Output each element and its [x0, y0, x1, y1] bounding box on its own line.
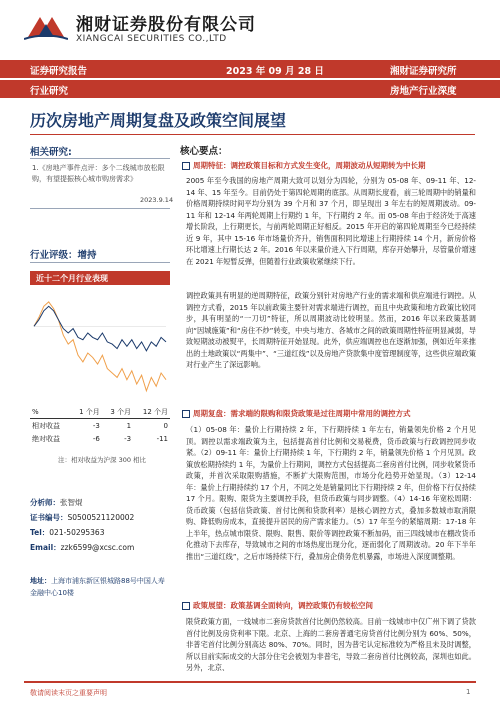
paragraph-policy-characteristics: 调控政策具有明显的逆周期特征，政策分别针对房地产行业的需求端和供应端进行调控。从调控方式看，2015 年以前政策主要针对需求端进行调控，而且中央政策和地方政策比较同步，具有明显的“一刀切”特征，所以周期波动比较明显。然而，2016 年以来政策基调向“因城施策”和“房住不炒”转变，中央与地方、各城市之间的政策周期性特征明显减弱，导致短期波动被熨平，长周期特征开始显现。此外，供应端调控也在逐渐加强，例如近年来推出的土地政策以“两集中”、“三道红线”以及房地产贷款集中度管理制度等，这些供应端政策对行业产生了深远影响。: [186, 291, 476, 369]
table-cell: 1: [126, 421, 132, 430]
analyst-line: [30, 497, 83, 508]
company-name-cn: 湘财证券股份有限公司: [76, 15, 256, 35]
table-cell: 绝对收益: [32, 434, 60, 443]
analyst-label: 分析师：: [30, 498, 60, 507]
table-cell: -6: [92, 434, 100, 443]
section-title: 政策展望：政策基调全面转向，调控政策仍有较松空间: [193, 601, 373, 610]
footer-divider: [24, 681, 476, 683]
analyst-name: 张智焜: [60, 498, 83, 507]
company-name-en: XIANGCAI SECURITIES CO.,LTD: [76, 34, 227, 44]
table-header: 1 个月: [71, 405, 102, 419]
address-label: 地址：: [30, 577, 51, 585]
tel-line: [30, 527, 104, 538]
industry-depth: 房地产行业深度: [390, 86, 457, 97]
table-header: 12 个月: [133, 405, 170, 419]
header-band-top: [0, 60, 500, 78]
chart-series-line-2: [34, 306, 166, 351]
report-title: 历次房地产周期复盘及政策空间展望: [30, 111, 287, 130]
checkbox-bullet-icon: [182, 602, 190, 610]
related-divider-bottom: [30, 208, 170, 209]
table-note: 注：相对收益为沪深 300 相比: [58, 456, 147, 464]
checkbox-bullet-icon: [182, 410, 190, 418]
table-header-row: [30, 405, 170, 419]
table-cell: -11: [156, 434, 168, 443]
title-divider: [30, 134, 475, 135]
related-research-heading: 相关研究:: [30, 147, 72, 158]
table-row: [30, 419, 170, 433]
checkbox-bullet-icon: [182, 162, 190, 170]
cert-line: [30, 512, 134, 523]
related-research-date: 2023.9.14: [140, 196, 174, 204]
section-title: 周期复盘：需求端的限购和限贷政策是过往周期中常用的调控方式: [193, 409, 411, 418]
related-research-link[interactable]: 1.《房地产事件点评：多个二线城市放松限购，有望提振核心城市购房需求》: [32, 164, 165, 183]
chart-series-line-1: [34, 302, 166, 391]
performance-table: [30, 405, 170, 445]
table-cell: 相对收益: [32, 421, 60, 430]
core-points-heading: 核心要点：: [180, 146, 228, 157]
table-cell: -3: [124, 434, 132, 443]
tel-label: Tel：: [30, 528, 50, 537]
chart-title-bar: [30, 271, 170, 285]
email-label: Email：: [30, 543, 61, 552]
address-value: 上海市浦东新区银城路88号中国人寿金融中心10楼: [30, 577, 165, 597]
email-value[interactable]: zzk6599@xcsc.com: [60, 543, 135, 552]
address-block: [30, 575, 170, 599]
rating-divider: [30, 262, 170, 263]
section-cycle-review: [182, 408, 411, 419]
xiangcai-logo-icon: [24, 12, 68, 42]
section-title: 周期特征：调控政策目标和方式发生变化，周期波动从短期转为中长期: [193, 161, 426, 170]
section-policy-outlook: [182, 600, 373, 611]
related-divider: [30, 158, 170, 159]
header-band-bottom: [0, 80, 500, 98]
paragraph-policy-outlook: 限贷政策方面，一线城市二套房贷款首付比例仍然较高。目前一线城市中仅广州下调了贷款首付比例及房贷利率下限。北京、上海的二套房普通宅房贷首付比例分别为 60%、50%，非普宅首付比例分别高达 80%、70%。同时，因为普宅认定标准较为严格且未及时调整，所以目前实际成交的大部分住宅会被划为非普宅，导致二套房首付比例较高，深圳也如此。另外，北京、: [186, 617, 476, 672]
table-header: %: [30, 405, 71, 419]
industry-performance-chart: [30, 287, 170, 399]
footer-disclaimer: 敬请阅读末页之重要声明: [30, 689, 107, 697]
table-row: [30, 432, 170, 445]
research-category: 行业研究: [30, 86, 69, 97]
section-cycle-features: [182, 160, 426, 171]
tel-value: 021-50295363: [49, 528, 105, 537]
paragraph-cycle-features: 2005 年至今我国的房地产周期大致可以划分为四轮，分别为 05-08 年、09-11 年、12-14 年、15 年至今。目前仍处于第四轮周期的底部。从周期长度看，前三轮周期中的销量和价格周期持续时间平均分别为 39 个月和 37 个月，即呈现出 3 年左右的短周期波动。09-11 年和 12-14 年两轮周期上行期约 1 年，下行期约 2 年。而 05-08 年由于经济处于高速增长阶段，上行期更长，与前两轮周期正好相反。2015 年开启的第四轮周期至今已经持续近 9 年，其中 15-16 年市场量价齐升，销售面积同比增速上行期持续 14 个月，新房价格环比增速上行期长达 2 年。2016 年以来量价进入下行周期，库存开始攀升，尽管量价增速在 2021 年短暂反弹，但随着行业政策收紧继续下行。: [186, 176, 476, 266]
table-cell: 0: [163, 421, 168, 430]
report-type: 证券研究报告: [30, 66, 88, 77]
paragraph-cycle-review: （1）05-08 年：量价上行期持续 2 年，下行期持续 1 年左右，销量领先价格 2 个月见顶。调控以需求端政策为主，包括提高首付比例和交易税费，货币政策与行政调控同步收紧。（2）09-11 年：量价上行期持续 1 年，下行期约 2 年，销量领先价格 1 个月见顶。政策放松期持续约 1 年，为量价上行期间，调控方式包括提高二套房首付比例，同步收紧货币政策，并首次采取限购措施，不断扩大限购范围，市场分化趋势开始显现。（3）12-14 年：量价上行期持续约 17 个月，不同之处是销量同比下行期持续 2 年，但价格下行仅持续 17 个月。限购、限贷为主要调控手段，但货币政策与同步调整。（4）14-16 年宽松周期：货币政策（包括信贷政策、首付比例和贷款利率）是核心调控方式，叠加多数城市取消限购、降低购房成本，直接提升居民的房产需求能力。（5）17 年至今的紧缩周期：17-18 年上半年，热点城市限贷、限购、限售、限价等调控政策不断加码，而三四线城市在棚改货币化推动下去库存，导致城市之间的市场热度出现分化，逐而弱化了周期波动。20 年下半年推出“三道红线”，之后市场持续下行，叠加房企债务危机暴露，市场进入深度调整期。: [186, 425, 476, 561]
table-header: 3 个月: [102, 405, 133, 419]
cert-value: S0500521120002: [67, 513, 135, 522]
industry-rating: 行业评级：增持: [30, 250, 97, 261]
table-cell: -3: [92, 421, 100, 430]
page-number: 1: [466, 688, 471, 696]
report-date: 2023 年 09 月 28 日: [226, 66, 324, 77]
email-line: [30, 542, 134, 553]
chart-title: 近十二个月行业表现: [36, 274, 108, 283]
research-institute: 湘财证券研究所: [390, 66, 457, 77]
cert-label: 证书编号：: [30, 513, 68, 522]
